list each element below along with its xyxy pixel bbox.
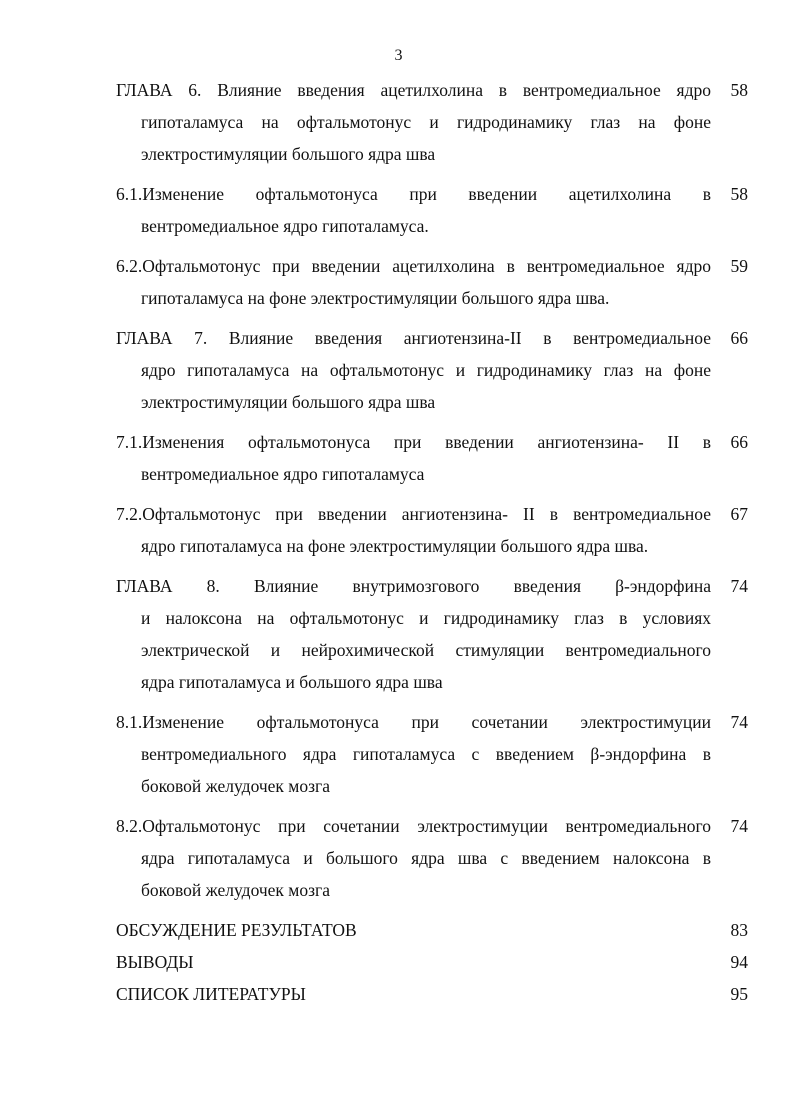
toc-entry[interactable] (116, 570, 748, 698)
toc-entry[interactable] (116, 978, 748, 1010)
toc-entry-line: боковой желудочек мозга (141, 776, 330, 796)
toc-entry-line: гипоталамуса на офтальмотонус и гидродинамику глаз на фоне (141, 112, 711, 132)
toc-entry[interactable] (116, 322, 748, 418)
toc-entry-line: ядра гипоталамуса и большого ядра шва (141, 672, 443, 692)
toc-entry-line: 8.1.Изменение офтальмотонуса при сочетании электростимуции (116, 712, 711, 732)
toc-entry-page: 83 (730, 920, 748, 940)
toc-entry-page: 74 (730, 816, 748, 836)
toc-entry-line: и налоксона на офтальмотонус и гидродинамику глаз в условиях (141, 608, 711, 628)
toc-entry-line: электростимуляции большого ядра шва (141, 392, 436, 412)
toc-entry-line: ГЛАВА 6. Влияние введения ацетилхолина в вентромедиальное ядро (116, 80, 711, 100)
toc-entry-page: 66 (730, 432, 748, 452)
toc-entry-line: вентромедиальное ядро гипоталамуса (141, 464, 425, 484)
toc-entry[interactable] (116, 178, 748, 242)
toc-entry-line: 8.2.Офтальмотонус при сочетании электростимуции вентромедиального (116, 816, 711, 836)
toc-entry[interactable] (116, 810, 748, 906)
page-number: 3 (394, 47, 403, 64)
toc-entry[interactable] (116, 914, 748, 946)
toc-entry-line: 7.1.Изменения офтальмотонуса при введении ангиотензина- II в (116, 432, 711, 452)
table-of-contents (116, 74, 748, 1010)
toc-entry-line: ГЛАВА 8. Влияние внутримозгового введения β-эндорфина (116, 576, 711, 596)
toc-entry-page: 59 (730, 256, 748, 276)
toc-entry-line: боковой желудочек мозга (141, 880, 330, 900)
toc-entry-line: электрической и нейрохимической стимуляции вентромедиального (141, 640, 711, 660)
toc-entry[interactable] (116, 706, 748, 802)
toc-entry-page: 95 (730, 984, 748, 1004)
toc-entry-page: 58 (730, 80, 748, 100)
toc-entry[interactable] (116, 498, 748, 562)
toc-entry[interactable] (116, 250, 748, 314)
toc-entry-page: 58 (730, 184, 748, 204)
toc-entry-page: 67 (730, 504, 748, 524)
toc-entry-line: 6.2.Офтальмотонус при введении ацетилхолина в вентромедиальное ядро (116, 256, 711, 276)
toc-entry-line: ГЛАВА 7. Влияние введения ангиотензина-II в вентромедиальное (116, 328, 711, 348)
toc-entry[interactable] (116, 426, 748, 490)
toc-entry-line: ядра гипоталамуса и большого ядра шва с введением налоксона в (141, 848, 711, 868)
toc-entry-line: 6.1.Изменение офтальмотонуса при введении ацетилхолина в (116, 184, 711, 204)
toc-entry-page: 74 (730, 712, 748, 732)
toc-entry-line: 7.2.Офтальмотонус при введении ангиотензина- II в вентромедиальное (116, 504, 711, 524)
toc-entry-line: вентромедиального ядра гипоталамуса с введением β-эндорфина в (141, 744, 711, 764)
toc-entry-line: гипоталамуса на фоне электростимуляции большого ядра шва. (141, 288, 610, 308)
toc-entry-line: ядро гипоталамуса на офтальмотонус и гидродинамику глаз на фоне (141, 360, 711, 380)
toc-entry-line: ВЫВОДЫ (116, 952, 194, 972)
toc-entry-line: СПИСОК ЛИТЕРАТУРЫ (116, 984, 306, 1004)
toc-entry[interactable] (116, 946, 748, 978)
toc-entry-line: электростимуляции большого ядра шва (141, 144, 436, 164)
toc-entry-page: 66 (730, 328, 748, 348)
toc-entry-line: ядро гипоталамуса на фоне электростимуляции большого ядра шва. (141, 536, 649, 556)
toc-entry-page: 74 (730, 576, 748, 596)
toc-entry[interactable] (116, 74, 748, 170)
toc-entry-line: вентромедиальное ядро гипоталамуса. (141, 216, 429, 236)
toc-entry-page: 94 (730, 952, 748, 972)
toc-entry-line: ОБСУЖДЕНИЕ РЕЗУЛЬТАТОВ (116, 920, 357, 940)
